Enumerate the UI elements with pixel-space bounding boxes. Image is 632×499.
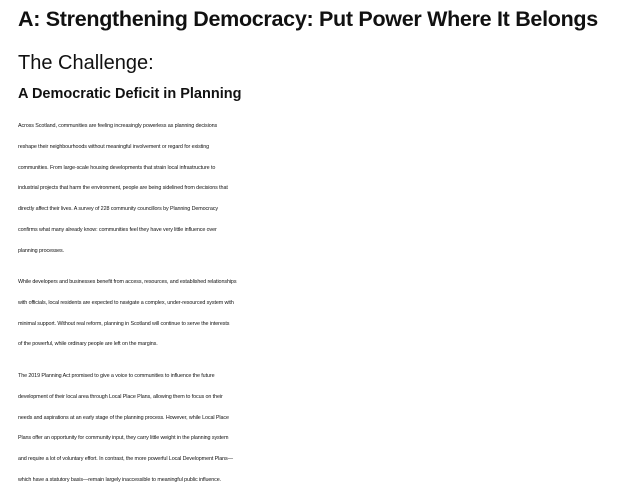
paragraph-line: confirms what many already know: communities feel they have very little influence over [18, 226, 217, 233]
paragraph-line: minimal support. Without real reform, planning in Scotland will continue to serve the interests [18, 320, 230, 327]
paragraph-line: Plans offer an opportunity for community input, they carry little weight in the planning system [18, 435, 229, 442]
sub-heading: A Democratic Deficit in Planning [18, 86, 242, 102]
paragraph-1 [18, 116, 624, 262]
paragraph-line: of the powerful, while ordinary people are left on the margins. [18, 341, 158, 348]
paragraph-line: planning processes. [18, 247, 65, 254]
paragraph-line: which have a statutory basis—remain largely inaccessible to meaningful public influence. [18, 476, 222, 483]
paragraph-line: Across Scotland, communities are feeling increasingly powerless as planning decisions [18, 123, 218, 129]
paragraph-line: While developers and businesses benefit from access, resources, and established relationships [18, 279, 237, 285]
paragraph-line: communities. From large-scale housing developments that strain local infrastructure to [18, 164, 216, 171]
page-title: A: Strengthening Democracy: Put Power Where It Belongs [18, 7, 598, 31]
paragraph-3 [18, 366, 624, 491]
paragraph-line: needs and aspirations at an early stage of the planning process. However, while Local Place [18, 414, 229, 421]
paragraph-line: The 2019 Planning Act promised to give a voice to communities to influence the future [18, 373, 215, 379]
paragraph-line: development of their local area through Local Place Plans, allowing them to focus on their [18, 393, 223, 400]
paragraph-2 [18, 272, 624, 355]
paragraph-line: with officials, local residents are expected to navigate a complex, under-resourced system with [18, 299, 234, 306]
paragraph-line: directly affect their lives. A survey of 228 community councillors by Planning Democracy [18, 206, 218, 213]
paragraph-line: industrial projects that harm the environment, people are being sidelined from decisions that [18, 185, 228, 192]
section-heading: The Challenge: [18, 52, 154, 74]
paragraph-line: and require a lot of voluntary effort. In contrast, the more powerful Local Development Plans— [18, 456, 233, 463]
paragraph-line: reshape their neighbourhoods without meaningful involvement or regard for existing [18, 143, 210, 150]
